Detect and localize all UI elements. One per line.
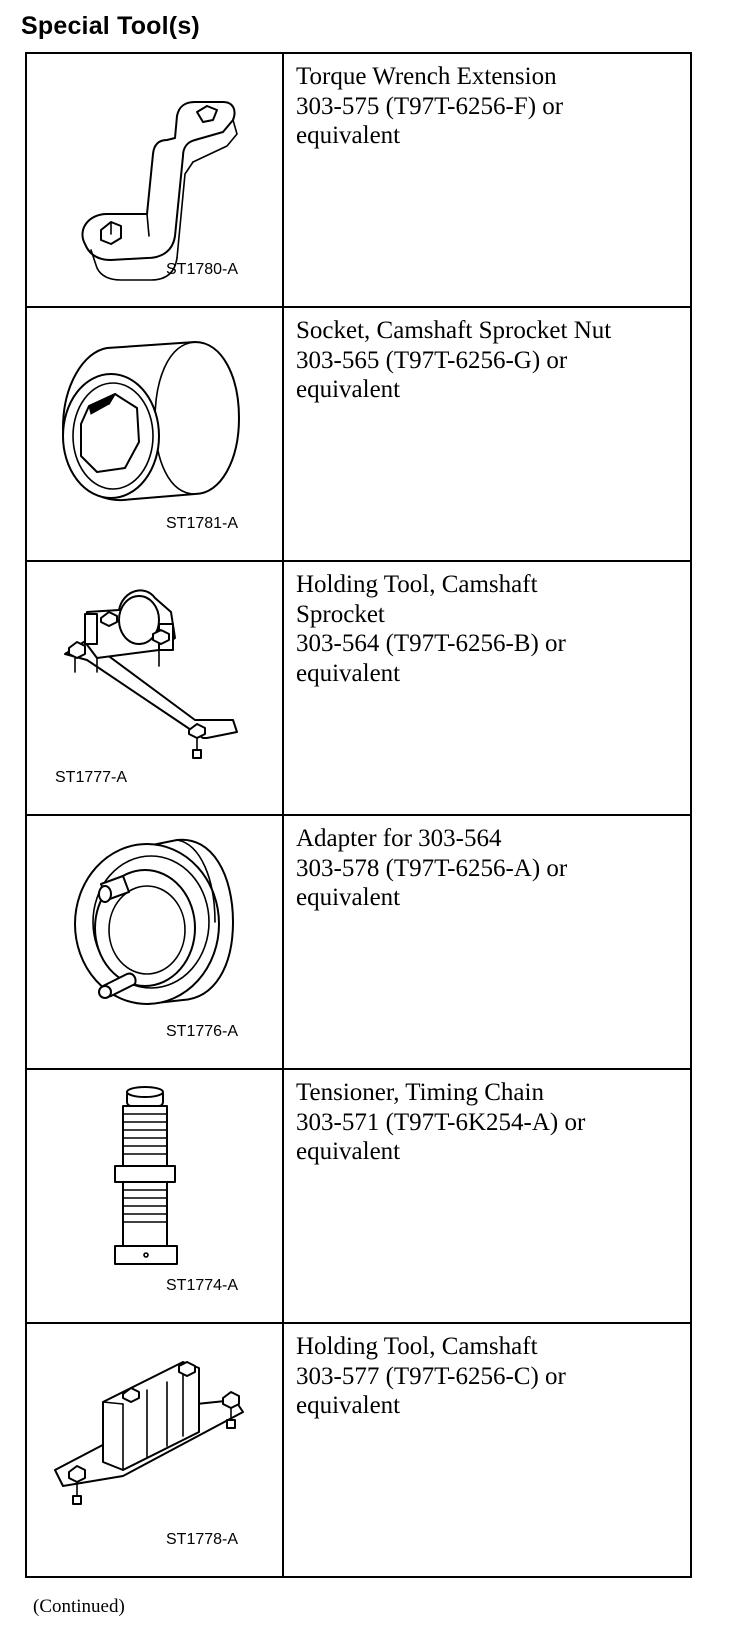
tool-name: Socket, Camshaft Sprocket Nut <box>296 317 612 344</box>
tool-number: 303-577 (T97T-6256-C) or <box>296 1362 566 1390</box>
tool-image-cell <box>26 53 283 307</box>
tool-name: Holding Tool, Camshaft <box>296 571 538 598</box>
tool-number: 303-571 (T97T-6K254-A) or <box>296 1108 586 1136</box>
continued-note: (Continued) <box>33 1596 125 1617</box>
tool-number: 303-564 (T97T-6256-B) or <box>296 630 566 657</box>
tool-code: ST1777-A <box>55 769 128 786</box>
tool-description <box>283 561 691 815</box>
tool-image-cell <box>26 1323 283 1577</box>
page-title: Special Tool(s) <box>21 12 200 40</box>
table-row <box>26 1069 691 1323</box>
tool-number: 303-578 (T97T-6256-A) or <box>296 854 568 882</box>
tool-code: ST1780-A <box>166 261 239 278</box>
timing-chain-tensioner-illustration <box>27 1070 282 1314</box>
special-tools-table <box>25 52 692 1578</box>
tool-equivalent: equivalent <box>296 376 401 403</box>
tool-equivalent: equivalent <box>296 884 401 911</box>
tool-equivalent: equivalent <box>296 1138 401 1165</box>
tool-number: 303-565 (T97T-6256-G) or <box>296 346 568 374</box>
tool-equivalent: equivalent <box>296 1392 401 1419</box>
tool-name-continued: Sprocket <box>296 600 385 628</box>
tool-code: ST1774-A <box>166 1277 239 1294</box>
tool-description <box>283 1323 691 1577</box>
tool-code: ST1781-A <box>166 515 239 532</box>
tool-description <box>283 307 691 561</box>
tool-name: Adapter for 303-564 <box>296 825 502 852</box>
camshaft-holding-tool-illustration <box>27 1324 282 1568</box>
tool-code: ST1778-A <box>166 1531 239 1548</box>
tool-name: Tensioner, Timing Chain <box>296 1079 544 1106</box>
adapter-illustration <box>27 816 282 1060</box>
tool-description <box>283 1069 691 1323</box>
torque-wrench-extension-illustration <box>27 54 282 298</box>
table-row <box>26 561 691 815</box>
table-row <box>26 1323 691 1577</box>
tool-description <box>283 815 691 1069</box>
tool-number: 303-575 (T97T-6256-F) or <box>296 92 564 120</box>
tool-image-cell <box>26 307 283 561</box>
tool-name: Holding Tool, Camshaft <box>296 1333 538 1360</box>
table-row <box>26 815 691 1069</box>
tool-image-cell <box>26 1069 283 1323</box>
tool-description <box>283 53 691 307</box>
tool-image-cell <box>26 561 283 815</box>
tool-code: ST1776-A <box>166 1023 239 1040</box>
table-row <box>26 53 691 307</box>
tool-equivalent: equivalent <box>296 122 401 149</box>
tool-name: Torque Wrench Extension <box>296 63 557 90</box>
tool-image-cell <box>26 815 283 1069</box>
socket-illustration <box>27 308 282 552</box>
tool-equivalent: equivalent <box>296 659 401 687</box>
table-row <box>26 307 691 561</box>
